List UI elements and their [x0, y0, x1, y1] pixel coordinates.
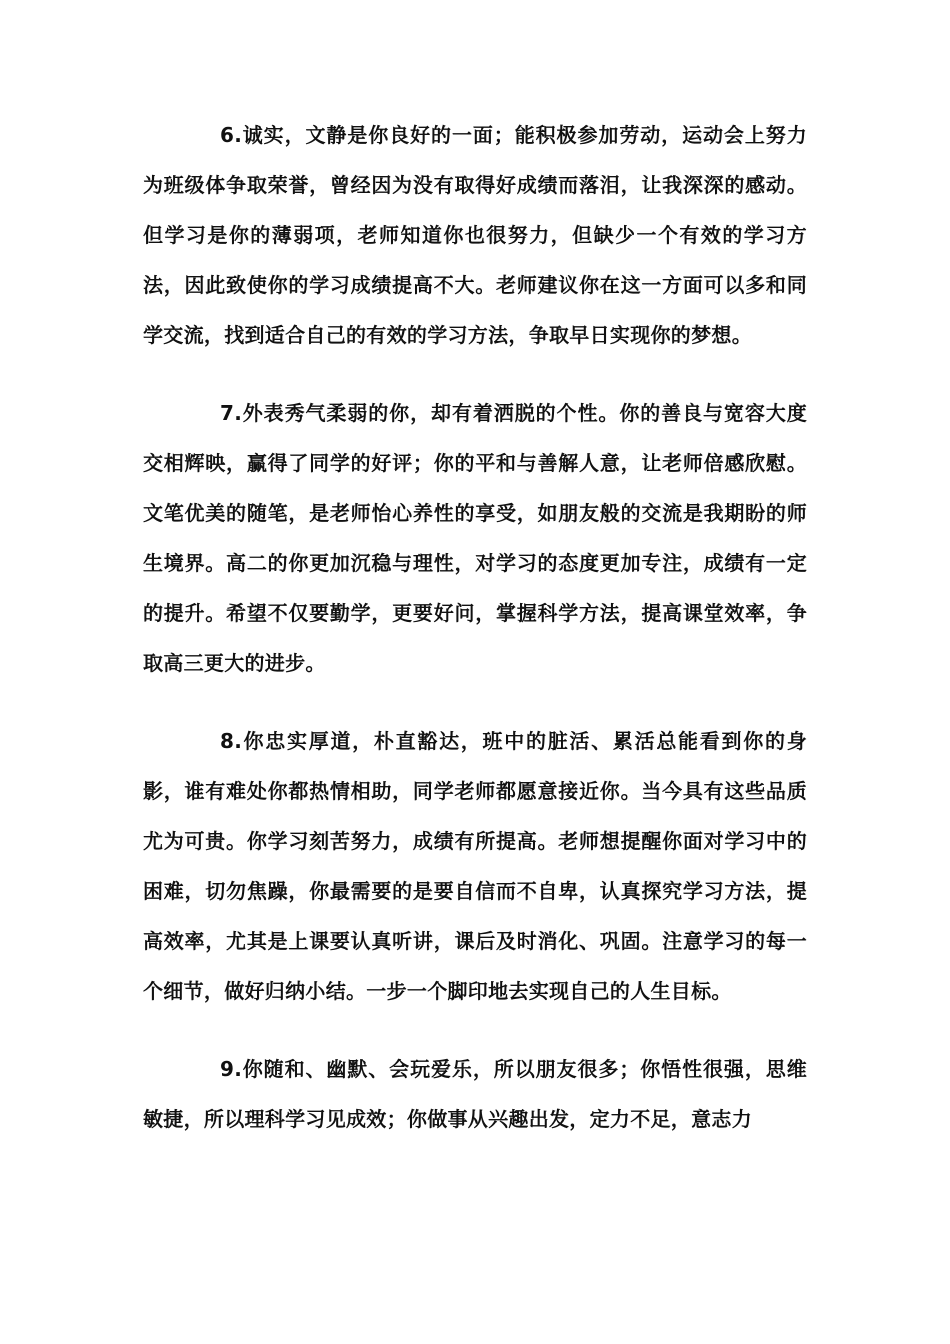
comment-paragraph-9: 9.你随和、幽默、会玩爱乐，所以朋友很多；你悟性很强，思维敏捷，所以理科学习见成效；你做事从兴趣出发，定力不足，意志力 [143, 1057, 807, 1131]
comment-paragraph-7: 7.外表秀气柔弱的你，却有着洒脱的个性。你的善良与宽容大度交相辉映，赢得了同学的好评；你的平和与善解人意，让老师倍感欣慰。文笔优美的随笔，是老师怡心养性的享受，如朋友般的交流是我期盼的师生境界。高二的你更加沉稳与理性，对学习的态度更加专注，成绩有一定的提升。希望不仅要勤学，更要好问，掌握科学方法，提高课堂效率，争取高三更大的进步。 [143, 401, 807, 675]
comment-paragraph-8: 8.你忠实厚道，朴直豁达，班中的脏活、累活总能看到你的身影，谁有难处你都热情相助，同学老师都愿意接近你。当今具有这些品质尤为可贵。你学习刻苦努力，成绩有所提高。老师想提醒你面对学习中的困难，切勿焦躁，你最需要的是要自信而不自卑，认真探究学习方法，提高效率，尤其是上课要认真听讲，课后及时消化、巩固。注意学习的每一个细节，做好归纳小结。一步一个脚印地去实现自己的人生目标。 [143, 729, 807, 1003]
comment-paragraph-6: 6.诚实，文静是你良好的一面；能积极参加劳动，运动会上努力为班级体争取荣誉，曾经因为没有取得好成绩而落泪，让我深深的感动。但学习是你的薄弱项，老师知道你也很努力，但缺少一个有效的学习方法，因此致使你的学习成绩提高不大。老师建议你在这一方面可以多和同学交流，找到适合自己的有效的学习方法，争取早日实现你的梦想。 [143, 123, 807, 347]
document-body [143, 110, 807, 1144]
